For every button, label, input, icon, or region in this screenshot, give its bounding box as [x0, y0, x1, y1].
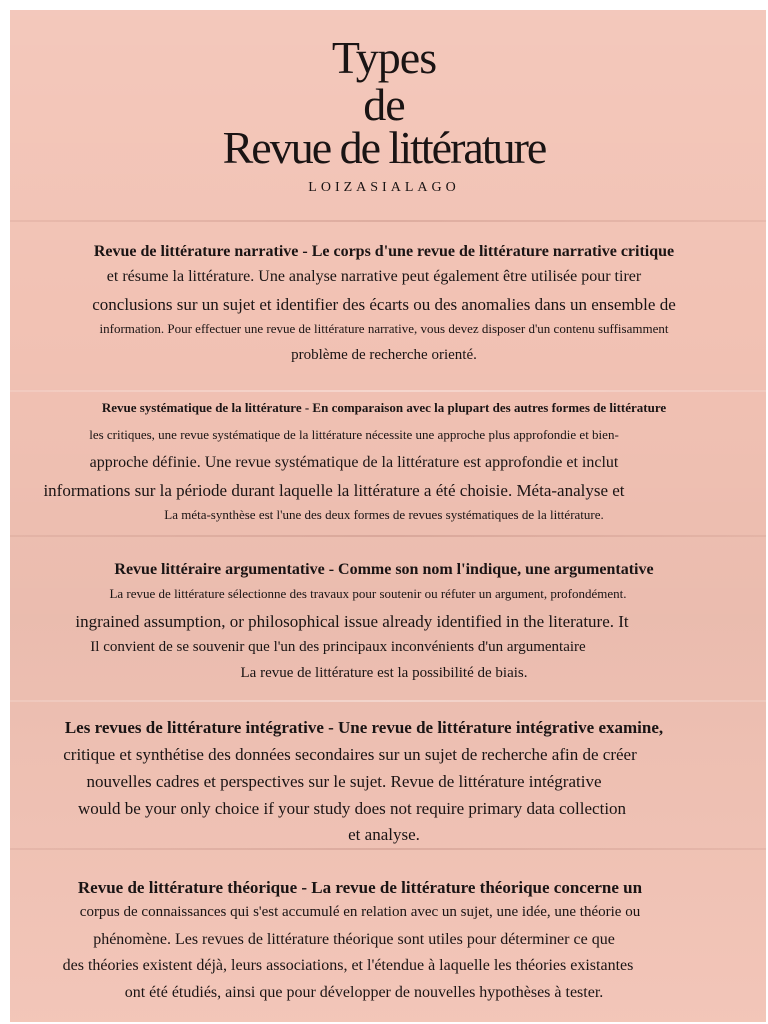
section-line: nouvelles cadres et perspectives sur le sujet. Revue de littérature intégrative	[86, 772, 602, 791]
paper-fold	[10, 220, 766, 222]
paper-fold	[10, 535, 766, 537]
section-line: et analyse.	[348, 825, 420, 844]
paper-fold	[10, 848, 766, 850]
paper-fold	[10, 390, 766, 392]
section-line: problème de recherche orienté.	[291, 347, 477, 363]
section-line: critique et synthétise des données secondaires sur un sujet de recherche afin de créer	[63, 745, 637, 764]
section-heading: Revue systématique de la littérature - En comparaison avec la plupart des autres formes de littérature	[101, 400, 667, 415]
section-heading: Revue de littérature narrative - Le corps d'une revue de littérature narrative critique	[93, 243, 675, 260]
page-title-line-1: Types	[331, 32, 437, 83]
page-title-line-2: de	[363, 79, 405, 130]
section-line: information. Pour effectuer une revue de littérature narrative, vous devez disposer d'un contenu suffisamment	[99, 321, 669, 336]
section-heading: Les revues de littérature intégrative - Une revue de littérature intégrative examine,	[64, 718, 664, 737]
section-line: ingrained assumption, or philosophical issue already identified in the literature. It	[75, 612, 629, 631]
section-line: La revue de littérature sélectionne des travaux pour soutenir ou réfuter un argument, profondément.	[109, 586, 627, 601]
section-line: et résume la littérature. Une analyse narrative peut également être utilisée pour tirer	[106, 268, 642, 285]
section-heading: Revue littéraire argumentative - Comme son nom l'indique, une argumentative	[114, 561, 654, 578]
section-line: informations sur la période durant laquelle la littérature a été choisie. Méta-analyse et	[43, 481, 625, 500]
section-line: La méta-synthèse est l'une des deux formes de revues systématiques de la littérature.	[164, 507, 604, 522]
section-line: approche définie. Une revue systématique de la littérature est approfondie et inclut	[89, 454, 619, 471]
paper-fold	[10, 700, 766, 702]
section-line: would be your only choice if your study does not require primary data collection	[77, 799, 627, 818]
section-line: La revue de littérature est la possibilité de biais.	[240, 665, 528, 681]
section-line: Il convient de se souvenir que l'un des principaux inconvénients d'un argumentaire	[90, 639, 586, 655]
section-line: phénomène. Les revues de littérature théorique sont utiles pour déterminer ce que	[93, 931, 615, 948]
section-line: conclusions sur un sujet et identifier des écarts ou des anomalies dans un ensemble de	[92, 295, 676, 314]
section-line: ont été étudiés, ainsi que pour développer de nouvelles hypothèses à tester.	[124, 984, 604, 1001]
author-name: LOIZASIALAGO	[308, 180, 460, 195]
section-line: des théories existent déjà, leurs associations, et l'étendue à laquelle les théories existantes	[62, 957, 634, 974]
section-line: les critiques, une revue systématique de la littérature nécessite une approche plus approfondie et bien-	[89, 427, 619, 442]
page-title-line-3: Revue de littérature	[222, 122, 546, 173]
section-line: corpus de connaissances qui s'est accumulé en relation avec un sujet, une idée, une théorie ou	[79, 904, 641, 920]
section-heading: Revue de littérature théorique - La revue de littérature théorique concerne un	[77, 878, 643, 897]
